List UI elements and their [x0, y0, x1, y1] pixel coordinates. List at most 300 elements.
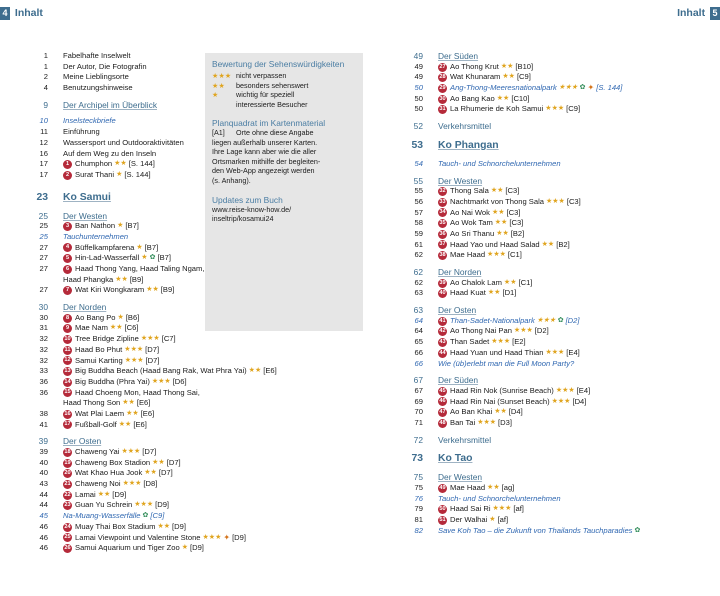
map-reference: [C9] — [566, 104, 581, 114]
entry-title: Ao Chalok Lam — [450, 277, 502, 287]
location-marker-icon: 48 — [439, 419, 446, 426]
location-marker-icon: 39 — [439, 279, 446, 286]
entry-title: Ao Nai Wok — [450, 207, 490, 217]
entry-title: Fabelhafte Inselwelt — [63, 51, 131, 60]
toc-entry[interactable] — [395, 375, 720, 386]
map-reference: [C3] — [506, 207, 521, 217]
toc-entry[interactable] — [20, 253, 210, 264]
page-number: 75 — [413, 472, 423, 483]
right-page-number: 5 — [710, 7, 720, 20]
location-marker-icon: 26 — [64, 545, 71, 552]
entry-title: Chaweng Box Stadion — [75, 457, 151, 467]
page-number: 56 — [414, 196, 423, 206]
map-legend-text: den Web-App angezeigt werden — [212, 166, 315, 176]
toc-entry[interactable] — [395, 386, 720, 397]
entry-title: Verkehrsmittel — [438, 121, 492, 132]
entry-title: Einführung — [63, 127, 100, 137]
entry-title: Ao Ban Khai — [450, 407, 493, 417]
page-number: 49 — [414, 72, 423, 82]
star-rating-icon: ★★★ — [558, 84, 578, 92]
star-rating-icon: ★★ — [109, 324, 123, 332]
toc-entry[interactable] — [395, 250, 720, 261]
toc-entry[interactable] — [20, 377, 210, 388]
map-reference: [E6] — [136, 398, 151, 408]
toc-entry[interactable] — [395, 435, 720, 446]
right-toc-column — [395, 51, 720, 536]
toc-entry[interactable] — [395, 62, 720, 73]
location-marker-icon: 18 — [64, 448, 71, 455]
page-number: 10 — [39, 116, 48, 126]
entry-title: Chaweng Noi — [75, 479, 121, 489]
entry-content — [438, 375, 478, 386]
toc-entry[interactable] — [20, 211, 210, 222]
entry-content — [63, 83, 133, 94]
page-number: 59 — [414, 228, 423, 238]
page-number: 71 — [414, 417, 423, 427]
entry-content — [63, 366, 277, 377]
location-marker-icon: 12 — [64, 357, 71, 364]
star-rating-icon: ★★★ — [513, 327, 533, 335]
entry-title: Haad Yao und Haad Salad — [450, 239, 540, 249]
entry-title: Tree Bridge Zipline — [75, 334, 139, 344]
map-reference: [D7] — [145, 344, 160, 354]
entry-content — [438, 186, 519, 197]
right-header-title: Inhalt — [677, 7, 706, 19]
toc-entry[interactable] — [20, 285, 210, 296]
toc-entry[interactable] — [395, 121, 720, 132]
location-marker-icon: 10 — [64, 335, 71, 342]
toc-entry[interactable] — [20, 221, 210, 232]
toc-entry[interactable] — [395, 397, 720, 408]
star-rating-icon: ★★ — [144, 469, 157, 477]
toc-entry[interactable] — [395, 51, 720, 62]
toc-entry[interactable] — [20, 83, 210, 94]
map-reference: [B6] — [125, 312, 140, 322]
entry-title: Der Süden — [438, 375, 479, 386]
entry-content — [63, 62, 147, 73]
entry-title: Thong Sala — [450, 186, 489, 196]
location-marker-icon: 35 — [439, 220, 446, 227]
star-rating-icon: ★★★ — [492, 505, 512, 513]
nature-icon: ✿ — [557, 316, 564, 324]
entry-content — [63, 447, 156, 458]
entry-title: Muay Thai Box Stadium — [75, 521, 156, 531]
star-rating-icon: ★★ — [502, 73, 515, 81]
entry-content — [438, 418, 512, 429]
entry-content — [63, 500, 169, 511]
star-rating-icon: ★★ — [152, 458, 165, 466]
map-code: [A1] — [212, 128, 225, 137]
star-rating-icon: ★ — [181, 544, 188, 552]
entry-title: Haad Rin Nai (Sunset Beach) — [450, 396, 550, 406]
entry-title: Save Koh Tao – die Zukunft von Thailands Tauchparadies — [438, 525, 633, 535]
toc-entry[interactable] — [395, 278, 720, 289]
location-marker-icon: 2 — [63, 171, 72, 180]
toc-entry[interactable] — [395, 159, 720, 170]
toc-entry[interactable] — [20, 72, 210, 83]
page-number: 55 — [413, 175, 423, 186]
toc-entry[interactable] — [395, 267, 720, 278]
toc-entry[interactable] — [20, 490, 210, 501]
star-rating-icon: ★★★ — [151, 377, 171, 385]
entry-content — [438, 267, 481, 278]
toc-entry[interactable] — [395, 407, 720, 418]
star-rating-icon: ★★★ — [124, 345, 144, 353]
entry-content — [63, 232, 128, 243]
location-marker-icon: 29 — [439, 84, 446, 91]
legend-row — [212, 100, 356, 110]
page-number: 64 — [414, 326, 423, 336]
toc-entry[interactable] — [395, 72, 720, 83]
entry-title: Big Buddha Beach (Haad Bang Rak, Wat Phra Yai) — [75, 366, 247, 376]
toc-entry[interactable] — [20, 436, 210, 447]
toc-entry[interactable] — [20, 51, 210, 62]
toc-entry[interactable] — [395, 418, 720, 429]
toc-entry[interactable] — [395, 316, 720, 327]
page-number: 40 — [39, 457, 48, 467]
entry-title: Der Westen — [438, 472, 483, 483]
entry-content — [63, 511, 164, 522]
toc-entry[interactable] — [395, 197, 720, 208]
page-number: 50 — [414, 104, 423, 114]
map-reference: [D9] — [112, 489, 127, 499]
toc-entry[interactable] — [20, 500, 210, 511]
page-number: 4 — [43, 83, 48, 93]
page-number: 63 — [414, 288, 423, 298]
page-number: 81 — [414, 515, 423, 525]
toc-entry[interactable] — [395, 83, 720, 94]
map-reference: [D8] — [143, 479, 158, 489]
toc-entry[interactable] — [395, 348, 720, 359]
entry-content — [63, 409, 154, 420]
map-legend-text: (s. Anhang). — [212, 175, 251, 185]
toc-entry[interactable] — [20, 116, 210, 127]
star-rating-icon: ★ — [116, 170, 123, 178]
map-reference: [B2] — [556, 239, 570, 249]
entry-title: Der Süden — [438, 51, 479, 61]
map-reference: [E4] — [566, 347, 580, 357]
toc-entry[interactable] — [395, 288, 720, 299]
page-number: 49 — [413, 51, 423, 61]
star-rating-icon: ★ — [117, 222, 124, 230]
star-rating-icon: ★★★ — [122, 480, 142, 488]
toc-entry[interactable] — [395, 229, 720, 240]
star-icon: ★★★ — [212, 71, 232, 80]
map-reference: [D9] — [155, 500, 170, 510]
map-reference: [E6] — [263, 366, 277, 376]
left-header-title: Inhalt — [14, 7, 43, 19]
entry-title: Than Sadet — [450, 337, 490, 347]
toc-entry[interactable] — [395, 104, 720, 115]
entry-content — [63, 436, 101, 447]
page-number: 27 — [39, 253, 48, 263]
toc-entry[interactable] — [20, 356, 210, 367]
toc-entry[interactable] — [395, 138, 720, 153]
map-reference: [D7] — [145, 355, 160, 365]
entry-title: Benutzungshinweise — [63, 83, 133, 93]
page-number: 27 — [39, 242, 48, 252]
map-legend-text: liegen außerhalb unserer Karten. — [212, 137, 318, 147]
toc-entry[interactable] — [395, 515, 720, 526]
entry-title: Haad Kuat — [450, 288, 486, 298]
entry-content — [63, 127, 100, 138]
map-reference: [D4] — [508, 407, 523, 417]
toc-entry[interactable] — [20, 232, 210, 243]
toc-entry[interactable] — [20, 170, 210, 181]
map-reference: [D7] — [158, 468, 173, 478]
map-reference: [S. 144] — [128, 159, 155, 169]
map-reference: [E2] — [512, 337, 526, 347]
toc-entry[interactable] — [395, 218, 720, 229]
toc-entry[interactable] — [20, 468, 210, 479]
page-number: 50 — [414, 83, 423, 93]
toc-entry[interactable] — [395, 337, 720, 348]
toc-entry[interactable] — [395, 483, 720, 494]
viewpoint-icon: ✦ — [587, 83, 595, 93]
toc-entry[interactable] — [20, 543, 210, 554]
toc-entry[interactable] — [20, 264, 210, 275]
toc-entry[interactable] — [395, 240, 720, 251]
page-number: 72 — [413, 434, 423, 445]
entry-content — [63, 221, 139, 232]
updates-link[interactable]: inseltrip/kosamui24 — [212, 214, 274, 224]
toc-entry[interactable] — [20, 149, 210, 160]
star-rating-icon: ★★★ — [121, 448, 141, 455]
location-marker-icon: 1 — [63, 160, 72, 169]
page-number: 66 — [414, 347, 423, 357]
location-marker-icon: 25 — [64, 534, 71, 541]
entry-content — [438, 407, 523, 418]
toc-entry[interactable] — [20, 458, 210, 469]
star-rating-icon: ★★★ — [487, 251, 506, 259]
map-reference: [B9] — [160, 285, 175, 295]
entry-title: Ao Thong Krut — [450, 61, 499, 71]
toc-entry[interactable] — [20, 366, 277, 377]
entry-title: Chumphon — [75, 159, 113, 169]
star-rating-icon: ★★ — [157, 522, 171, 530]
entry-content — [438, 494, 561, 505]
entry-content — [438, 483, 514, 494]
location-marker-icon: 41 — [439, 317, 446, 324]
entry-content — [63, 522, 186, 533]
entry-title: Ban Nathon — [75, 221, 116, 231]
map-reference: [D6] — [172, 376, 187, 386]
star-rating-icon: ★★ — [496, 229, 509, 237]
entry-content — [438, 359, 574, 370]
star-rating-icon: ★★★ — [546, 197, 565, 205]
toc-entry[interactable] — [20, 275, 210, 286]
entry-content — [63, 190, 111, 205]
entry-content — [438, 72, 531, 83]
toc-entry[interactable] — [20, 313, 210, 324]
toc-entry[interactable] — [20, 159, 210, 170]
star-rating-icon: ★★ — [494, 219, 508, 227]
legend-text: wichtig für speziell — [236, 90, 295, 99]
page-number: 64 — [414, 315, 423, 325]
entry-title: Ko Tao — [438, 453, 473, 465]
toc-entry[interactable] — [20, 323, 210, 334]
entry-content — [63, 377, 187, 388]
location-marker-icon: 42 — [439, 328, 446, 335]
star-rating-icon: ★★★ — [545, 105, 565, 113]
page-number: 46 — [39, 532, 48, 542]
toc-entry[interactable] — [20, 447, 210, 458]
location-marker-icon: 9 — [63, 324, 72, 333]
page-number: 25 — [39, 231, 48, 241]
legend-text: besonders sehenswert — [236, 80, 309, 90]
toc-entry[interactable] — [20, 100, 210, 111]
toc-entry[interactable] — [395, 326, 720, 337]
entry-title: Der Westen — [63, 210, 108, 221]
entry-title: Haad Yuan und Haad Thian — [450, 347, 544, 357]
map-reference: [D9] — [189, 543, 204, 553]
toc-entry[interactable] — [395, 94, 720, 105]
location-marker-icon: 30 — [439, 95, 446, 102]
entry-title: Than-Sadet-Nationalpark — [450, 315, 535, 325]
star-rating-icon: ★★ — [491, 208, 505, 216]
page-number: 49 — [414, 61, 423, 71]
toc-entry[interactable] — [20, 138, 210, 149]
page-number: 46 — [39, 521, 48, 531]
page-number: 62 — [414, 277, 423, 287]
entry-content — [438, 62, 533, 73]
entry-title: Meine Lieblingsorte — [63, 72, 129, 82]
entry-title: Der Westen — [438, 175, 483, 186]
map-legend-text: Orte ohne diese Angabe — [236, 128, 314, 137]
entry-content — [63, 533, 246, 544]
star-rating-icon: ★★ — [494, 408, 507, 416]
location-marker-icon: 36 — [439, 230, 446, 237]
page-number: 25 — [38, 210, 48, 221]
map-reference: [B2] — [510, 228, 525, 238]
entry-title: Der Osten — [63, 436, 102, 447]
page-number: 39 — [39, 447, 48, 456]
entry-content — [438, 386, 590, 397]
location-marker-icon: 49 — [439, 484, 446, 491]
location-marker-icon: 28 — [439, 74, 446, 81]
toc-entry[interactable] — [20, 127, 210, 138]
page-number: 79 — [414, 504, 423, 514]
map-reference: [S. 144] — [124, 169, 151, 179]
location-marker-icon: 46 — [439, 398, 446, 405]
legend-title: Bewertung der Sehenswürdigkeiten — [212, 59, 345, 69]
map-reference: [D2] — [565, 315, 580, 325]
toc-entry[interactable] — [20, 388, 210, 399]
toc-entry[interactable] — [20, 243, 210, 254]
map-reference: [B7] — [157, 253, 171, 263]
entry-content — [438, 51, 478, 62]
entry-content — [438, 250, 522, 261]
map-reference: [E6] — [133, 419, 147, 429]
page-number: 45 — [39, 511, 48, 521]
entry-title: Mae Haad — [450, 250, 486, 260]
toc-entry[interactable] — [395, 494, 720, 505]
location-marker-icon: 19 — [64, 459, 71, 466]
toc-entry[interactable] — [20, 522, 210, 533]
toc-entry[interactable] — [395, 208, 720, 219]
entry-content — [63, 285, 174, 296]
entry-content — [63, 100, 157, 111]
toc-entry[interactable] — [20, 409, 210, 420]
toc-entry[interactable] — [20, 532, 246, 544]
page-number: 2 — [43, 72, 48, 82]
star-rating-icon: ★ — [136, 243, 143, 251]
page-number: 69 — [414, 396, 423, 406]
updates-link[interactable]: www.reise-know-how.de/ — [212, 204, 292, 214]
location-marker-icon: 6 — [63, 265, 72, 274]
nature-icon: ✿ — [634, 526, 641, 534]
toc-entry[interactable] — [20, 302, 210, 313]
left-page-header — [0, 7, 43, 20]
star-rating-icon: ★★ — [487, 484, 500, 491]
star-rating-icon: ★ — [117, 313, 124, 321]
page-number: 75 — [414, 483, 423, 492]
entry-title: Wie (üb)erlebt man die Full Moon Party? — [438, 358, 575, 368]
toc-entry[interactable] — [20, 420, 210, 431]
toc-entry[interactable] — [395, 472, 720, 483]
location-marker-icon: 40 — [439, 290, 446, 297]
entry-content — [438, 121, 491, 132]
toc-entry[interactable] — [395, 504, 720, 515]
page-number: 62 — [413, 267, 423, 277]
star-rating-icon: ★★★ — [124, 356, 144, 364]
star-rating-icon: ★★ — [248, 367, 262, 375]
entry-title: Big Buddha (Phra Yai) — [75, 376, 150, 386]
toc-entry[interactable] — [20, 62, 210, 73]
toc-entry[interactable] — [20, 511, 210, 522]
entry-content — [63, 72, 129, 83]
entry-content — [438, 278, 532, 289]
toc-entry[interactable] — [395, 359, 720, 370]
page-number: 16 — [39, 148, 48, 158]
toc-entry[interactable] — [395, 186, 720, 197]
location-marker-icon: 34 — [439, 209, 446, 216]
entry-content — [438, 218, 523, 229]
toc-entry[interactable] — [395, 451, 720, 466]
entry-content — [438, 472, 482, 483]
toc-entry[interactable] — [20, 190, 210, 205]
page-number: 17 — [39, 159, 48, 169]
toc-entry[interactable] — [395, 305, 720, 316]
entry-content — [438, 138, 499, 153]
toc-entry[interactable] — [20, 334, 210, 345]
location-marker-icon: 13 — [64, 368, 71, 375]
entry-content — [63, 468, 173, 479]
page-number: 66 — [414, 358, 423, 368]
location-marker-icon: 5 — [63, 254, 72, 263]
page-number: 70 — [414, 407, 423, 417]
map-reference: [B7] — [144, 242, 159, 252]
location-marker-icon: 7 — [63, 286, 72, 295]
toc-entry[interactable] — [395, 176, 720, 187]
entry-title: Surat Thani — [75, 169, 115, 179]
page-number: 32 — [39, 344, 48, 354]
page-number: 38 — [39, 408, 48, 418]
toc-entry[interactable] — [395, 526, 720, 537]
toc-entry[interactable] — [20, 345, 210, 356]
star-rating-icon: ★★ — [503, 278, 517, 286]
page-number: 23 — [36, 191, 48, 203]
location-marker-icon: 37 — [439, 241, 446, 248]
toc-entry[interactable] — [20, 479, 210, 490]
page-number: 61 — [414, 239, 423, 249]
toc-entry[interactable] — [20, 398, 210, 409]
entry-content — [63, 159, 155, 170]
legend-text: interessierte Besucher — [236, 99, 308, 109]
star-rating-icon: ★★ — [126, 409, 139, 417]
star-rating-icon: ★★★ — [202, 533, 222, 541]
page-number: 58 — [414, 218, 423, 228]
